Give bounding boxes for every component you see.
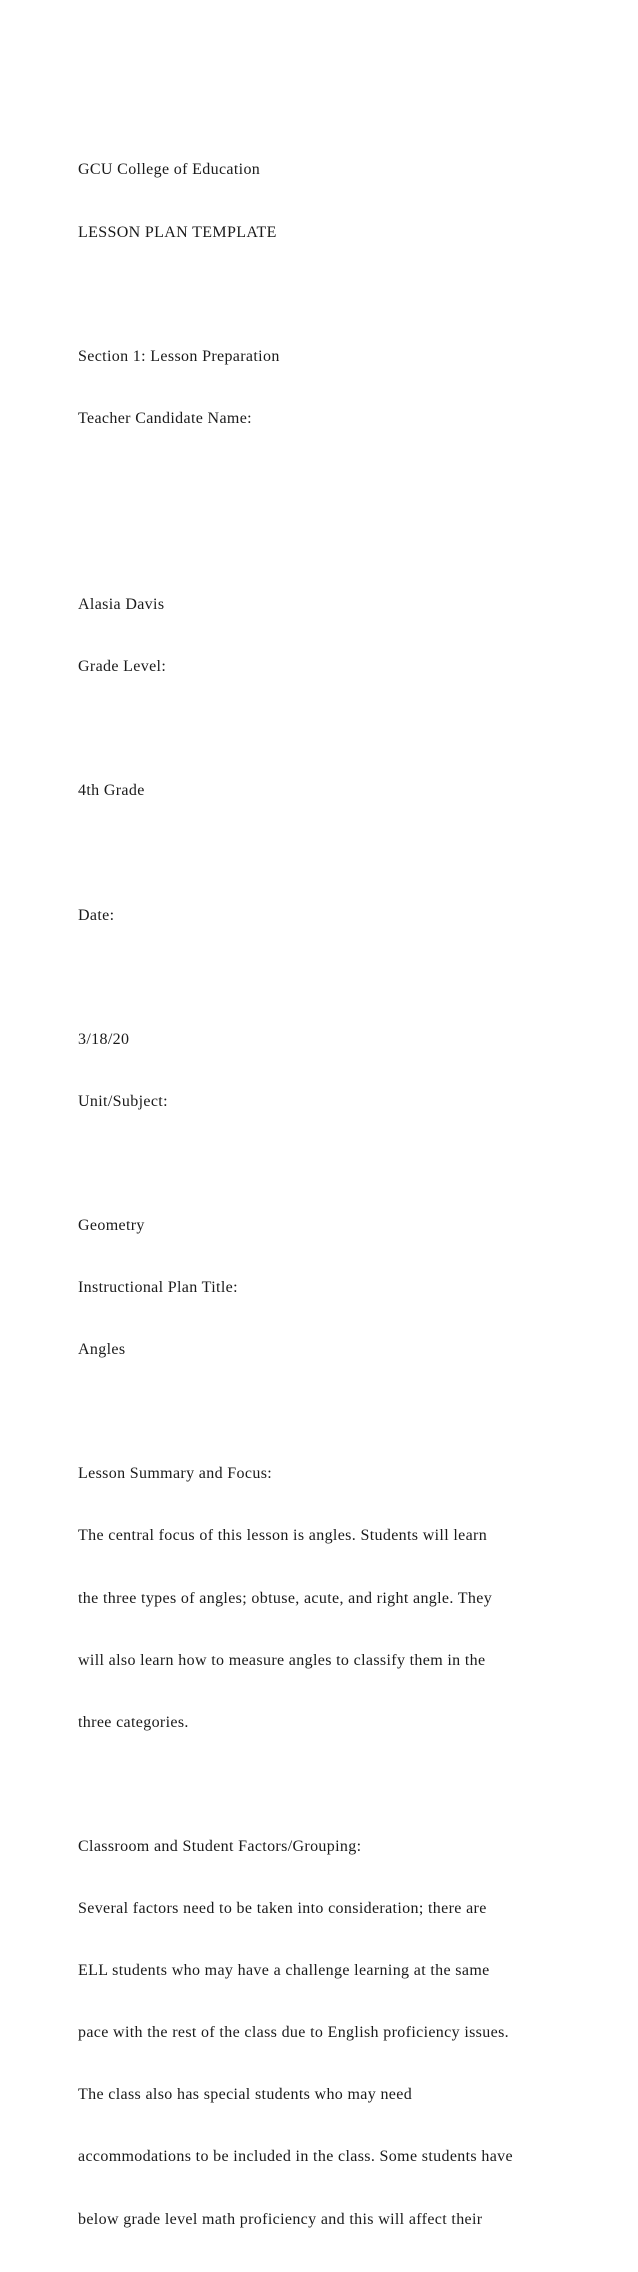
factors-line: pace with the rest of the class due to English proficiency issues. xyxy=(78,2024,509,2042)
factors-line: ELL students who may have a challenge learning at the same xyxy=(78,1962,490,1980)
factors-line: The class also has special students who may need xyxy=(78,2086,413,2104)
spacer xyxy=(78,285,618,306)
date-label: Date: xyxy=(78,906,115,924)
template-title: LESSON PLAN TEMPLATE xyxy=(78,223,277,241)
unit-subject-value: Geometry xyxy=(78,1217,145,1234)
factors-line: accommodations to be included in the class. Some students have xyxy=(78,2148,513,2166)
date-value: 3/18/20 xyxy=(78,1030,130,1048)
unit-subject-label: Unit/Subject: xyxy=(78,1092,168,1110)
spacer xyxy=(78,719,618,740)
document-body xyxy=(78,119,618,2272)
spacer xyxy=(78,533,618,554)
plan-title-label: Instructional Plan Title: xyxy=(78,1279,238,1297)
institution-name: GCU College of Education xyxy=(78,161,261,179)
summary-line: The central focus of this lesson is angles. Students will learn xyxy=(78,1527,488,1545)
summary-line: will also learn how to measure angles to classify them in the xyxy=(78,1651,486,1669)
teacher-name-label: Teacher Candidate Name: xyxy=(78,409,252,427)
spacer xyxy=(78,968,618,989)
spacer xyxy=(78,1775,618,1796)
grade-level-label: Grade Level: xyxy=(78,658,167,676)
summary-line: the three types of angles; obtuse, acute, and right angle. They xyxy=(78,1589,493,1607)
spacer xyxy=(78,471,618,492)
summary-label: Lesson Summary and Focus: xyxy=(78,1465,273,1483)
factors-line: below grade level math proficiency and this will affect their xyxy=(78,2210,483,2228)
spacer xyxy=(78,1154,618,1175)
factors-line: Several factors need to be taken into consideration; there are xyxy=(78,1900,487,1918)
spacer xyxy=(78,1402,618,1423)
summary-line: three categories. xyxy=(78,1713,189,1731)
plan-title-value: Angles xyxy=(78,1341,126,1359)
grade-level-value: 4th Grade xyxy=(78,782,145,800)
factors-label: Classroom and Student Factors/Grouping: xyxy=(78,1837,362,1855)
section-heading: Section 1: Lesson Preparation xyxy=(78,347,280,365)
teacher-name-value: Alasia Davis xyxy=(78,596,165,614)
spacer xyxy=(78,843,618,864)
